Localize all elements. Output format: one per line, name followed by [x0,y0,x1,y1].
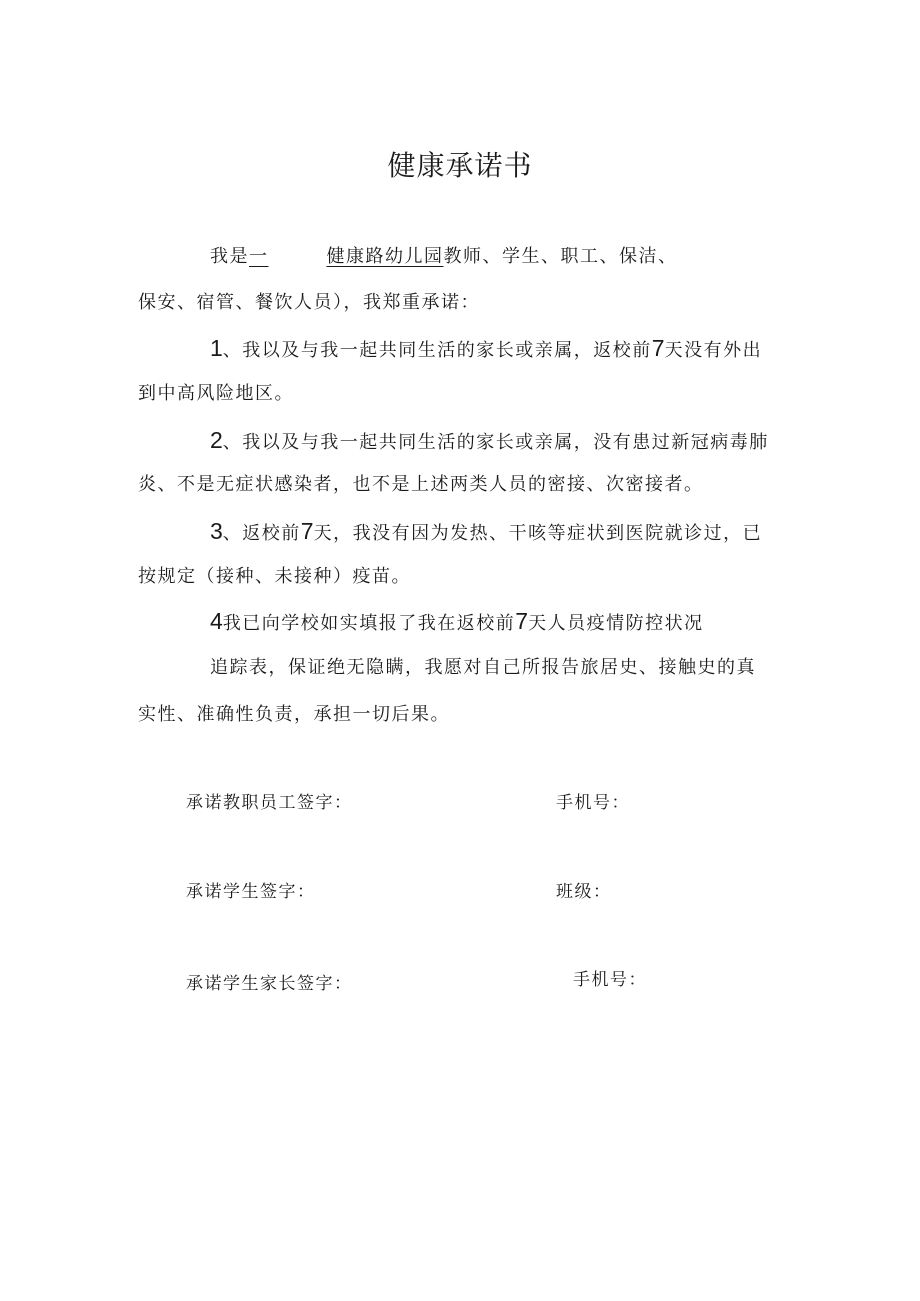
student-signature-label: 承诺学生签字： [186,882,316,902]
pledge-days: 7 [515,608,529,634]
intro-line-2: 保安、宿管、餐饮人员），我郑重承诺： [138,292,480,313]
pledge-number: 4 [210,608,223,634]
intro-line-1 [210,243,678,271]
pledge-item-1-line-2: 到中高风险地区。 [138,383,294,404]
pledge-item-4 [210,607,704,638]
pledge-text: 、返校前 [222,523,301,544]
parent-phone-label: 手机号： [573,970,647,990]
intro-school-name: 健康路幼儿园 [326,246,444,267]
intro-roles: 教师、学生、职工、保洁、 [443,246,678,267]
pledge-item-1 [210,334,762,365]
document-title: 健康承诺书 [387,149,533,182]
intro-prefix: 我是 [210,246,249,267]
pledge-text: 我已向学校如实填报了我在返校前 [222,613,516,634]
intro-school-fill [249,246,444,267]
class-label: 班级： [556,882,612,902]
staff-phone-label: 手机号： [556,793,630,813]
pledge-number: 3 [210,518,223,544]
pledge-item-2 [210,426,769,457]
pledge-item-4-line-2: 追踪表，保证绝无隐瞒，我愿对自己所报告旅居史、接触史的真 [210,657,756,678]
pledge-text-tail: 天，我没有因为发热、干咳等症状到医院就诊过，已 [313,523,763,544]
pledge-text-tail: 天人员疫情防控状况 [528,613,704,634]
pledge-item-3-line-2: 按规定（接种、未接种）疫苗。 [138,566,411,587]
pledge-days: 7 [651,335,665,361]
pledge-item-2-line-2: 炎、不是无症状感染者，也不是上述两类人员的密接、次密接者。 [138,474,704,495]
pledge-text-tail: 天没有外出 [664,340,763,361]
staff-signature-label: 承诺教职员工签字： [186,793,353,813]
pledge-text: 、我以及与我一起共同生活的家长或亲属，没有患过新冠病毒肺 [222,432,769,453]
pledge-text: 、我以及与我一起共同生活的家长或亲属，返校前 [222,340,652,361]
pledge-item-4-line-3: 实性、准确性负责，承担一切后果。 [138,704,450,725]
pledge-number: 1 [210,335,223,361]
parent-signature-label: 承诺学生家长签字： [186,974,353,994]
pledge-number: 2 [210,427,223,453]
pledge-item-3 [210,517,762,548]
intro-blank: 一 [249,246,269,267]
pledge-days: 7 [300,518,314,544]
